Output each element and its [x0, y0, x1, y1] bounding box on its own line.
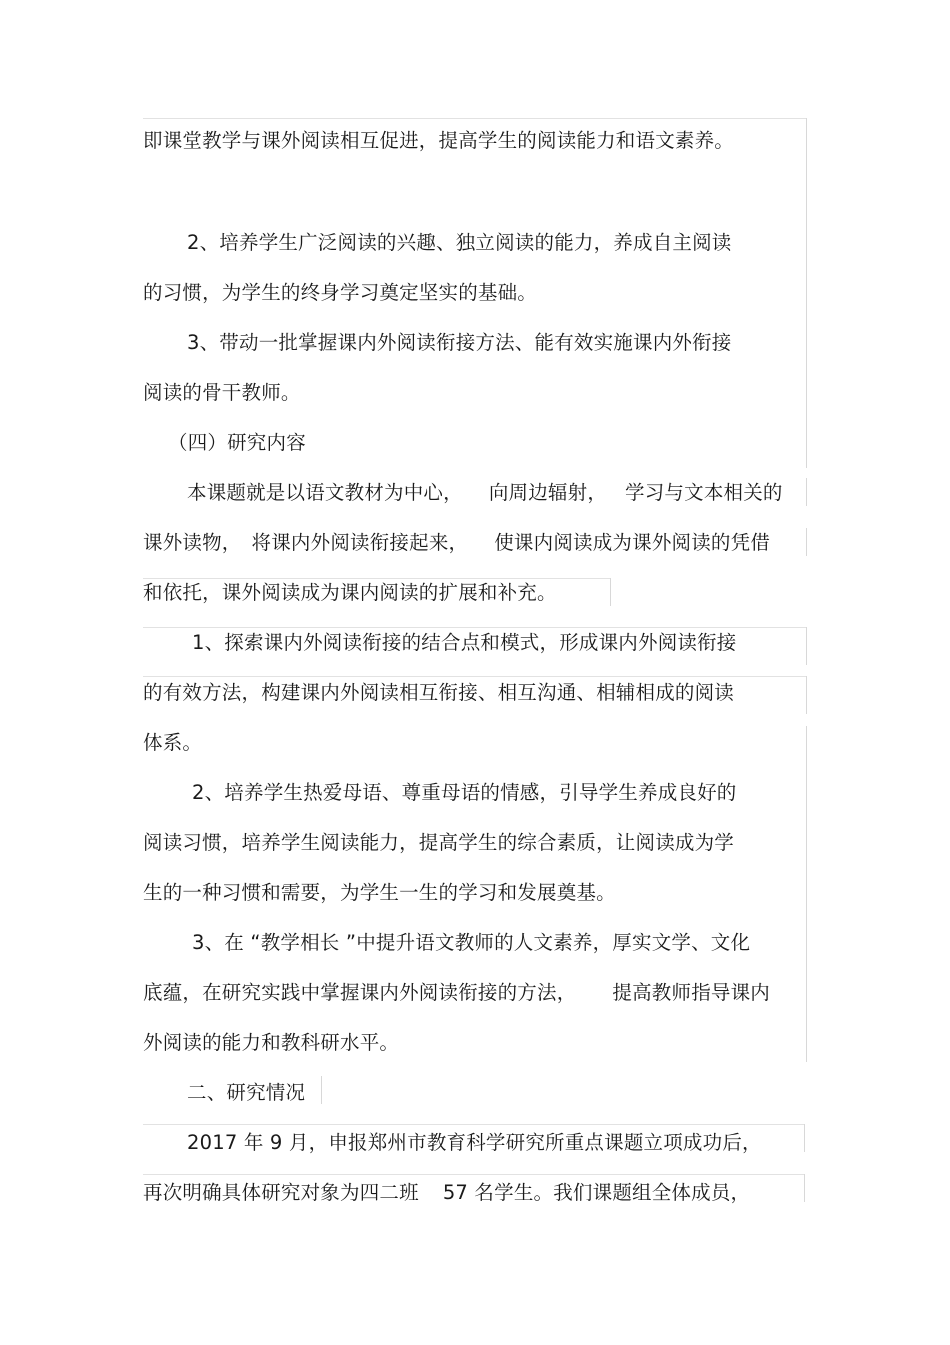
- text-segment: 使课内阅读成为课外阅读的凭借: [494, 531, 771, 554]
- paragraph-line: 体系。: [143, 731, 203, 754]
- paragraph-line: 3、在 “教学相长 ”中提升语文教师的人文素养，厚实文学、文化: [192, 931, 751, 954]
- text-segment: 课外读物，: [143, 531, 242, 554]
- paragraph-line: 的习惯，为学生的终身学习奠定坚实的基础。: [143, 281, 538, 304]
- paragraph-line: 即课堂教学与课外阅读相互促进，提高学生的阅读能力和语文素养。: [143, 129, 735, 152]
- scan-rule: [804, 1124, 805, 1152]
- text-segment: 向周边辐射，: [488, 481, 608, 504]
- paragraph-line: 2、培养学生广泛阅读的兴趣、独立阅读的能力，养成自主阅读: [187, 231, 732, 254]
- paragraph-line: 3、带动一批掌握课内外阅读衔接方法、能有效实施课内外衔接: [187, 331, 732, 354]
- scan-rule: [143, 118, 806, 119]
- text-segment: 学习与文本相关的: [625, 481, 783, 504]
- scan-rule: [143, 578, 610, 579]
- scan-rule: [806, 676, 807, 714]
- paragraph-line: 阅读习惯，培养学生阅读能力，提高学生的综合素质，让阅读成为学: [143, 831, 735, 854]
- text-segment: 底蕴，在研究实践中掌握课内外阅读衔接的方法，: [143, 981, 577, 1004]
- paragraph-line: [143, 1180, 750, 1206]
- section-heading: （四）研究内容: [168, 431, 306, 454]
- paragraph-line: [143, 530, 770, 556]
- scan-rule: [143, 1124, 804, 1125]
- paragraph-line: 阅读的骨干教师。: [143, 381, 301, 404]
- text-segment: 本课题就是以语文教材为中心，: [187, 481, 463, 504]
- paragraph-line: 1、探索课内外阅读衔接的结合点和模式，形成课内外阅读衔接: [192, 631, 737, 654]
- scan-rule: [321, 1076, 322, 1104]
- text-segment: 57 名学生。我们课题组全体成员，: [442, 1181, 751, 1204]
- scan-rule: [143, 627, 806, 628]
- section-heading: 二、研究情况: [187, 1081, 306, 1104]
- scan-rule: [806, 528, 807, 556]
- scan-rule: [806, 627, 807, 665]
- text-segment: 提高教师指导课内: [612, 981, 771, 1004]
- text-segment: 将课内外阅读衔接起来，: [251, 531, 469, 554]
- paragraph-line: 2017 年 9 月，申报郑州市教育科学研究所重点课题立项成功后，: [187, 1131, 762, 1154]
- paragraph-line: [187, 480, 783, 506]
- text-segment: 再次明确具体研究对象为四二班: [143, 1181, 419, 1204]
- scan-rule: [143, 676, 806, 677]
- paragraph-line: 2、培养学生热爱母语、尊重母语的情感，引导学生养成良好的: [192, 781, 737, 804]
- scan-rule: [806, 118, 807, 468]
- scan-rule: [610, 578, 611, 606]
- paragraph-line: 的有效方法，构建课内外阅读相互衔接、相互沟通、相辅相成的阅读: [143, 681, 735, 704]
- paragraph-line: [143, 980, 770, 1006]
- paragraph-line: 生的一种习惯和需要，为学生一生的学习和发展奠基。: [143, 881, 616, 904]
- paragraph-line: 外阅读的能力和教科研水平。: [143, 1031, 400, 1054]
- scan-rule: [143, 1174, 804, 1175]
- scan-rule: [804, 1174, 805, 1202]
- scan-rule: [806, 726, 807, 1062]
- paragraph-line: 和依托，课外阅读成为课内阅读的扩展和补充。: [143, 581, 557, 604]
- scan-rule: [806, 478, 807, 506]
